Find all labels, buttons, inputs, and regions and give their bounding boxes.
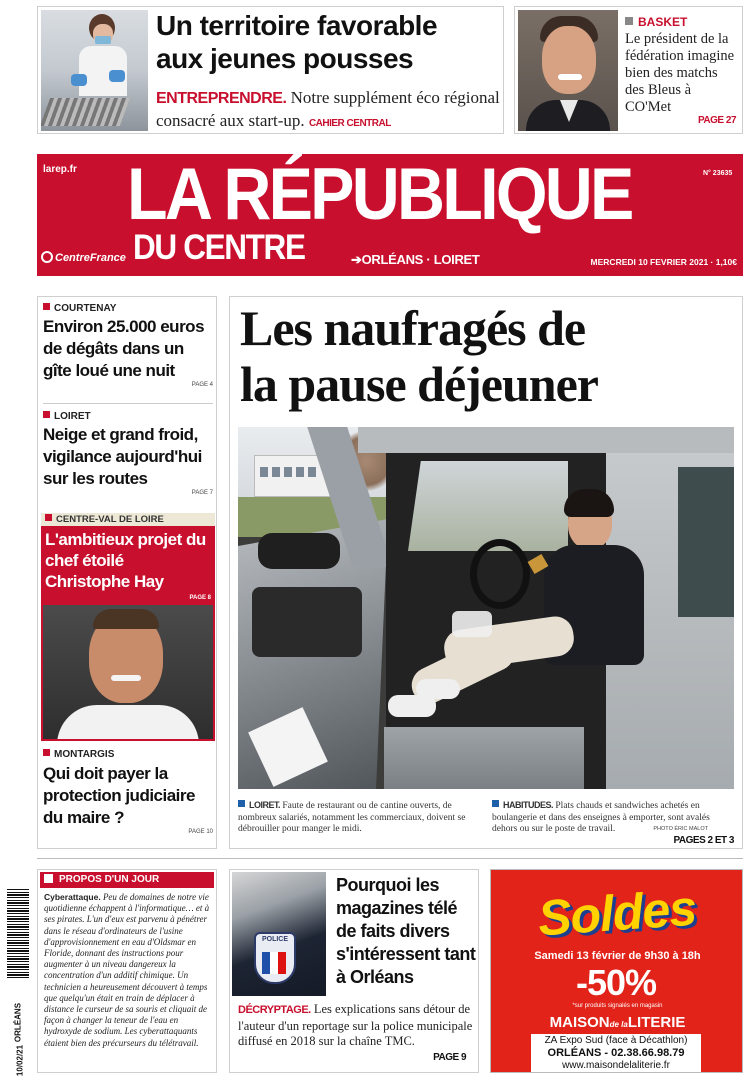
group-logo	[41, 251, 126, 264]
brief-page: PAGE 8	[189, 595, 211, 601]
ad-date-line: Samedi 13 février de 9h30 à 18h	[534, 950, 701, 962]
teaser-text-block	[156, 87, 501, 135]
brief-loiret[interactable]	[43, 411, 213, 496]
brief-headline: Qui doit payer la protection judiciaire du maire ?	[43, 764, 195, 827]
brief-kicker: CENTRE-VAL DE LOIRE	[56, 514, 164, 525]
brief-page: PAGE 10	[188, 829, 213, 835]
ad-brand	[497, 1014, 738, 1032]
brief-page: PAGE 4	[191, 382, 213, 388]
car-lunch-photo	[238, 427, 734, 789]
website-link[interactable]: larep.fr	[43, 164, 77, 175]
propos-text: Peu de domaines de notre vie quotidienne échappent à l'informatique… et à ses pirates. L'un d'eux est parvenu à pénétrer dans le réseau d'ordinateurs de l'usine d'approvisionnement en eau d'Oldsmar en Floride, donnant des instructions pour augmenter à un niveau dangereux la concentration d'un additif chimique. Un technicien a heureusement découvert à temps que quelqu'un était en train de déplacer à distance le curseur de sa souris et cliquait de façon à changer la teneur de l'eau en hydroxyde de sodium. Les cyberattaquants étaient bien des précurseurs du télétravail.	[44, 892, 210, 1048]
section-divider	[37, 858, 743, 859]
date-price: MERCREDI 10 FEVRIER 2021 · 1,10€	[590, 257, 737, 267]
ad-address-panel	[531, 1034, 701, 1072]
barcode-bars	[7, 888, 29, 978]
main-pages: PAGES 2 ET 3	[673, 835, 734, 846]
region-label	[351, 252, 480, 268]
propos-header	[40, 872, 214, 888]
brief-courtenay[interactable]	[43, 303, 213, 388]
teaser-ref: CAHIER CENTRAL	[308, 118, 391, 129]
president-portrait	[518, 10, 618, 131]
divider	[43, 403, 213, 404]
brief-centre-val-de-loire[interactable]	[41, 513, 215, 741]
masthead-subtitle: DU CENTRE	[133, 228, 305, 267]
square-bullet-icon	[43, 411, 50, 418]
brief-kicker-row	[43, 749, 213, 760]
ad-maison-de-la-literie[interactable]	[490, 869, 743, 1073]
brief-kicker: LOIRET	[54, 411, 91, 422]
magazines-kicker: DÉCRYPTAGE.	[238, 1004, 311, 1016]
basket-kicker: BASKET	[638, 15, 688, 29]
teaser-kicker: ENTREPRENDRE.	[156, 90, 287, 107]
ad-city-phone: ORLÉANS - 02.38.66.98.79	[547, 1047, 685, 1059]
square-bullet-icon	[238, 800, 245, 807]
issue-number: N° 23635	[703, 170, 733, 177]
basket-text: Le président de la fédération imagine bien des matchs des Bleus à CO'Met	[625, 31, 735, 115]
brief-kicker-row	[41, 513, 215, 526]
ad-address: ZA Expo Sud (face à Décathlon)	[544, 1035, 688, 1046]
left-column	[37, 296, 217, 849]
square-bullet-icon	[44, 874, 53, 883]
propos-body	[44, 892, 212, 1049]
masthead-title: LA RÉPUBLIQUE	[127, 154, 632, 235]
ad-discount-note: *sur produits signalés en magasin	[572, 1003, 663, 1009]
propos-title: PROPOS D'UN JOUR	[59, 874, 160, 885]
main-headline-line1: Les naufragés de	[240, 300, 586, 356]
teaser-headline: Un territoire favorable aux jeunes pousses	[156, 10, 438, 74]
square-bullet-icon	[625, 17, 633, 25]
ad-brand-2: de la	[609, 1020, 628, 1029]
caption-kicker: LOIRET.	[249, 800, 281, 810]
main-headline-line2: la pause déjeuner	[240, 356, 598, 412]
lab-worker-photo	[41, 10, 148, 131]
masthead	[37, 154, 743, 276]
brief-kicker-row	[43, 303, 213, 314]
photo-credit: PHOTO ÉRIC MALOT	[653, 826, 708, 832]
ad-title: Soldes	[536, 879, 698, 947]
square-bullet-icon	[492, 800, 499, 807]
barcode-date: 10/02/21	[15, 1044, 25, 1077]
centrefrance-icon	[41, 251, 53, 263]
square-bullet-icon	[43, 303, 50, 310]
magazines-page: PAGE 9	[433, 1052, 466, 1063]
caption-text: Faute de restaurant ou de cantine ouverts, de nombreux salariés, notamment les commerciaux, doivent se débrouiller pour manger le midi.	[238, 801, 466, 834]
caption-kicker: HABITUDES.	[503, 800, 554, 810]
magazines-headline: Pourquoi les magazines télé de faits divers s'intéressent tant à Orléans	[336, 875, 476, 987]
teaser-basket[interactable]	[514, 6, 743, 134]
brief-kicker-row	[43, 411, 213, 422]
brief-page: PAGE 7	[191, 490, 213, 496]
propos-kicker: Cyberattaque.	[44, 892, 101, 902]
police-badge-photo	[232, 872, 326, 996]
ad-url[interactable]: www.maisondelaliterie.fr	[562, 1060, 670, 1071]
chef-portrait	[43, 605, 213, 739]
brief-kicker: COURTENAY	[54, 303, 117, 314]
caption-loiret	[238, 800, 478, 836]
square-bullet-icon	[45, 514, 52, 521]
brief-montargis[interactable]	[43, 749, 213, 835]
ad-discount: -50%	[575, 962, 657, 1003]
police-badge-text: POLICE	[261, 936, 289, 943]
ad-brand-3: LITERIE	[627, 1014, 686, 1031]
brief-headline: L'ambitieux projet du chef étoilé Christophe Hay	[45, 530, 206, 591]
barcode-label: ORLÉANS	[13, 1002, 23, 1043]
main-story[interactable]	[229, 296, 743, 849]
basket-kicker-row	[625, 15, 687, 29]
teaser-text: Notre supplément éco régional consacré aux start-up.	[156, 88, 500, 130]
magazines-text-block	[238, 1002, 474, 1050]
barcode	[5, 888, 33, 1077]
arrow-right-icon: ➔	[351, 252, 362, 267]
brief-headline: Environ 25.000 euros de dégâts dans un gîte loué une nuit	[43, 317, 205, 380]
group-name: CentreFrance	[55, 252, 126, 264]
basket-page: PAGE 27	[698, 115, 736, 126]
region-text: ORLÉANS · LOIRET	[361, 252, 480, 267]
propos-dun-jour[interactable]	[37, 869, 217, 1073]
brief-kicker: MONTARGIS	[54, 749, 115, 760]
caption-text: Plats chauds et sandwiches achetés en boulangerie et dans des enseignes à emporter, sont avalés dehors ou sur le poste de travail.	[492, 801, 710, 834]
brief-headline: Neige et grand froid, vigilance aujourd'hui sur les routes	[43, 425, 202, 488]
magazines-text: Les explications sans détour de l'auteur d'un reportage sur la police municipale diffusé en 2018 sur la chaîne TMC.	[238, 1002, 473, 1048]
teaser-magazines[interactable]	[229, 869, 479, 1073]
square-bullet-icon	[43, 749, 50, 756]
teaser-entreprendre[interactable]	[37, 6, 504, 134]
ad-brand-1: MAISON	[549, 1014, 610, 1031]
